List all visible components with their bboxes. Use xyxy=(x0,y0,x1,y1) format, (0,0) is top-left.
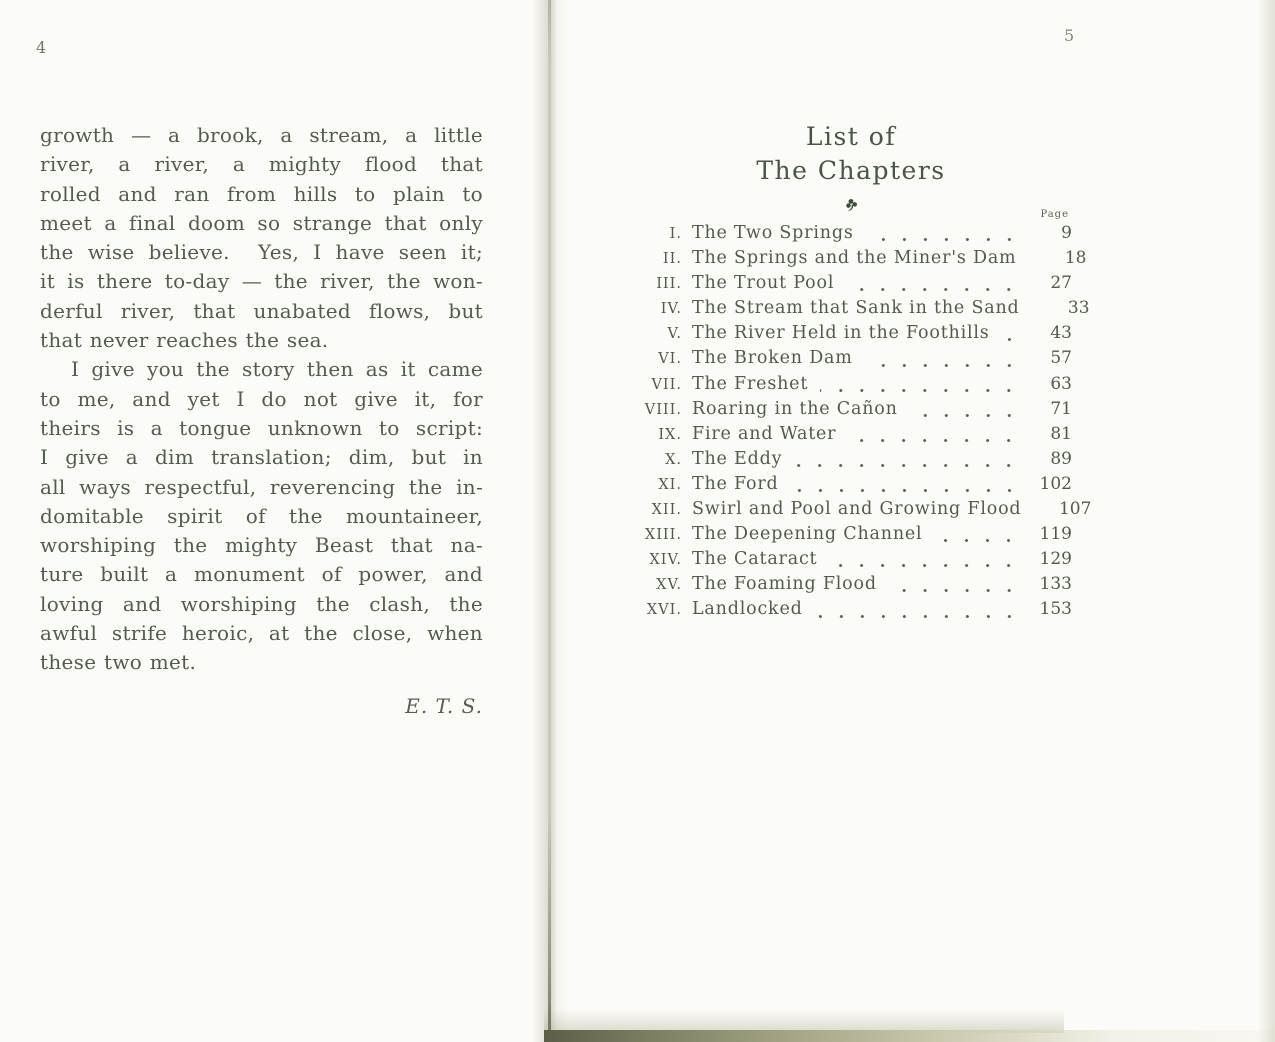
chapter-numeral: III. xyxy=(656,276,682,293)
chapter-page-number: 153 xyxy=(1039,599,1072,620)
chapter-page-number: 81 xyxy=(1050,423,1072,444)
text-line: I give a dim translation; dim, but in xyxy=(40,445,483,470)
chapter-page-number: 9 xyxy=(1061,223,1072,243)
toc-row xyxy=(630,449,1072,474)
dot-leader xyxy=(791,489,1028,492)
text-line: growth — a brook, a stream, a little xyxy=(40,123,483,147)
toc-row xyxy=(630,474,1072,499)
chapter-title: The Cataract xyxy=(692,549,818,570)
dot-leader xyxy=(889,589,1028,592)
chapter-numeral: X. xyxy=(665,451,682,468)
chapter-numeral: XV. xyxy=(656,577,682,594)
text-line: I give you the story then as it came xyxy=(71,357,483,382)
toc-row xyxy=(630,298,1090,323)
chapter-title: The Trout Pool xyxy=(692,273,835,294)
text-line: rolled and ran from hills to plain to xyxy=(40,181,483,206)
toc-row xyxy=(630,399,1072,424)
dot-leader xyxy=(910,414,1028,417)
dot-leader xyxy=(794,464,1028,467)
chapter-numeral: IX. xyxy=(658,426,682,443)
text-line: the wise believe. Yes, I have seen it; xyxy=(40,240,483,265)
chapter-title: The River Held in the Foothills xyxy=(692,323,990,344)
dot-leader xyxy=(866,238,1028,241)
chapter-numeral: XI. xyxy=(658,476,682,493)
chapter-title: The Ford xyxy=(692,473,779,494)
chapter-numeral: VIII. xyxy=(644,401,682,418)
chapter-numeral: II. xyxy=(662,251,682,268)
chapter-title: The Broken Dam xyxy=(692,348,853,369)
chapter-page-number: 133 xyxy=(1039,574,1072,595)
chapter-numeral: IV. xyxy=(660,301,682,318)
chapter-numeral: VII. xyxy=(651,376,682,393)
chapter-numeral: XVI. xyxy=(646,602,682,619)
text-line: to me, and yet I do not give it, for xyxy=(40,386,483,411)
chapter-title: The Deepening Channel xyxy=(692,524,923,545)
chapter-title: The Springs and the Miner's Dam xyxy=(692,248,1017,269)
chapter-page-number: 89 xyxy=(1050,448,1072,469)
page-number: 4 xyxy=(36,38,48,57)
text-line: loving and worshiping the clash, the xyxy=(40,591,483,616)
chapter-title: The Foaming Flood xyxy=(692,574,877,595)
text-line: these two met. xyxy=(40,650,197,675)
text-line: worshiping the mighty Beast that na- xyxy=(40,533,483,558)
page-gutter-line xyxy=(548,0,551,1042)
dot-leader xyxy=(820,389,1028,392)
author-initials: E. T. S. xyxy=(405,694,483,718)
dot-leader xyxy=(934,539,1028,542)
dot-leader xyxy=(1033,514,1047,517)
text-line: all ways respectful, reverencing the in- xyxy=(40,474,483,499)
text-line: theirs is a tongue unknown to script: xyxy=(40,415,483,440)
toc-row xyxy=(630,323,1072,348)
dot-leader xyxy=(865,364,1028,367)
text-line: that never reaches the sea. xyxy=(40,328,329,353)
text-line: meet a final doom so strange that only xyxy=(40,210,483,235)
chapter-page-number: 63 xyxy=(1050,373,1072,394)
text-line: ture built a monument of power, and xyxy=(40,562,483,587)
dot-leader xyxy=(1028,263,1042,266)
toc-row xyxy=(630,549,1072,574)
chapter-numeral: I. xyxy=(669,226,682,242)
dot-leader xyxy=(815,615,1028,618)
toc-title-line-2: The Chapters xyxy=(756,156,946,185)
text-line: awful strife heroic, at the close, when xyxy=(40,621,483,646)
chapter-page-number: 33 xyxy=(1067,298,1090,319)
text-line: river, a river, a mighty flood that xyxy=(40,152,483,177)
chapter-numeral: VI. xyxy=(658,351,682,368)
toc-row xyxy=(630,599,1072,624)
chapter-page-number: 107 xyxy=(1058,499,1092,520)
chapter-numeral: XIII. xyxy=(644,527,682,544)
toc-row xyxy=(630,424,1072,449)
toc-title-line-1: List of xyxy=(805,122,897,151)
toc-row xyxy=(630,248,1087,273)
dot-leader xyxy=(846,288,1028,291)
chapter-page-number: 18 xyxy=(1064,248,1087,269)
table-of-contents xyxy=(630,120,1092,625)
text-line: derful river, that unabated flows, but xyxy=(40,298,483,323)
toc-row xyxy=(630,223,1072,248)
chapter-title: Roaring in the Cañon xyxy=(692,398,898,419)
page-column-header: Page xyxy=(1040,209,1069,220)
chapter-page-number: 129 xyxy=(1039,549,1072,570)
chapter-page-number: 119 xyxy=(1039,524,1072,545)
chapter-page-number: 27 xyxy=(1050,273,1072,294)
dot-leader xyxy=(848,439,1028,442)
page-number: 5 xyxy=(1064,26,1076,45)
chapter-title: Swirl and Pool and Growing Flood xyxy=(692,499,1022,520)
chapter-page-number: 57 xyxy=(1050,348,1072,369)
chapter-numeral: XII. xyxy=(651,502,682,519)
chapter-title: Fire and Water xyxy=(692,423,837,444)
dot-leader xyxy=(829,564,1028,567)
toc-row xyxy=(630,524,1072,549)
chapter-title: Landlocked xyxy=(692,599,803,620)
toc-row xyxy=(630,574,1072,599)
chapter-list xyxy=(630,223,1092,625)
chapter-title: The Stream that Sank in the Sand xyxy=(692,298,1020,319)
chapter-page-number: 43 xyxy=(1050,323,1072,344)
chapter-numeral: V. xyxy=(667,326,682,343)
chapter-title: The Two Springs xyxy=(692,223,854,243)
toc-row xyxy=(630,273,1072,298)
chapter-numeral: XIV. xyxy=(649,552,682,569)
text-line: it is there to-day — the river, the won- xyxy=(40,269,483,294)
chapter-page-number: 71 xyxy=(1050,398,1072,419)
dot-leader xyxy=(1032,313,1046,316)
text-line: domitable spirit of the mountaineer, xyxy=(40,503,483,528)
body-text xyxy=(40,121,483,678)
chapter-page-number: 102 xyxy=(1039,473,1072,494)
page-edge-shadow xyxy=(544,1030,1275,1042)
page-right-edge-shadow xyxy=(1258,0,1275,1042)
chapter-title: The Freshet xyxy=(692,373,809,394)
chapter-title: The Eddy xyxy=(692,448,783,469)
toc-row xyxy=(630,499,1092,524)
dot-leader xyxy=(1002,338,1028,341)
toc-row xyxy=(630,348,1072,373)
toc-row xyxy=(630,374,1072,399)
